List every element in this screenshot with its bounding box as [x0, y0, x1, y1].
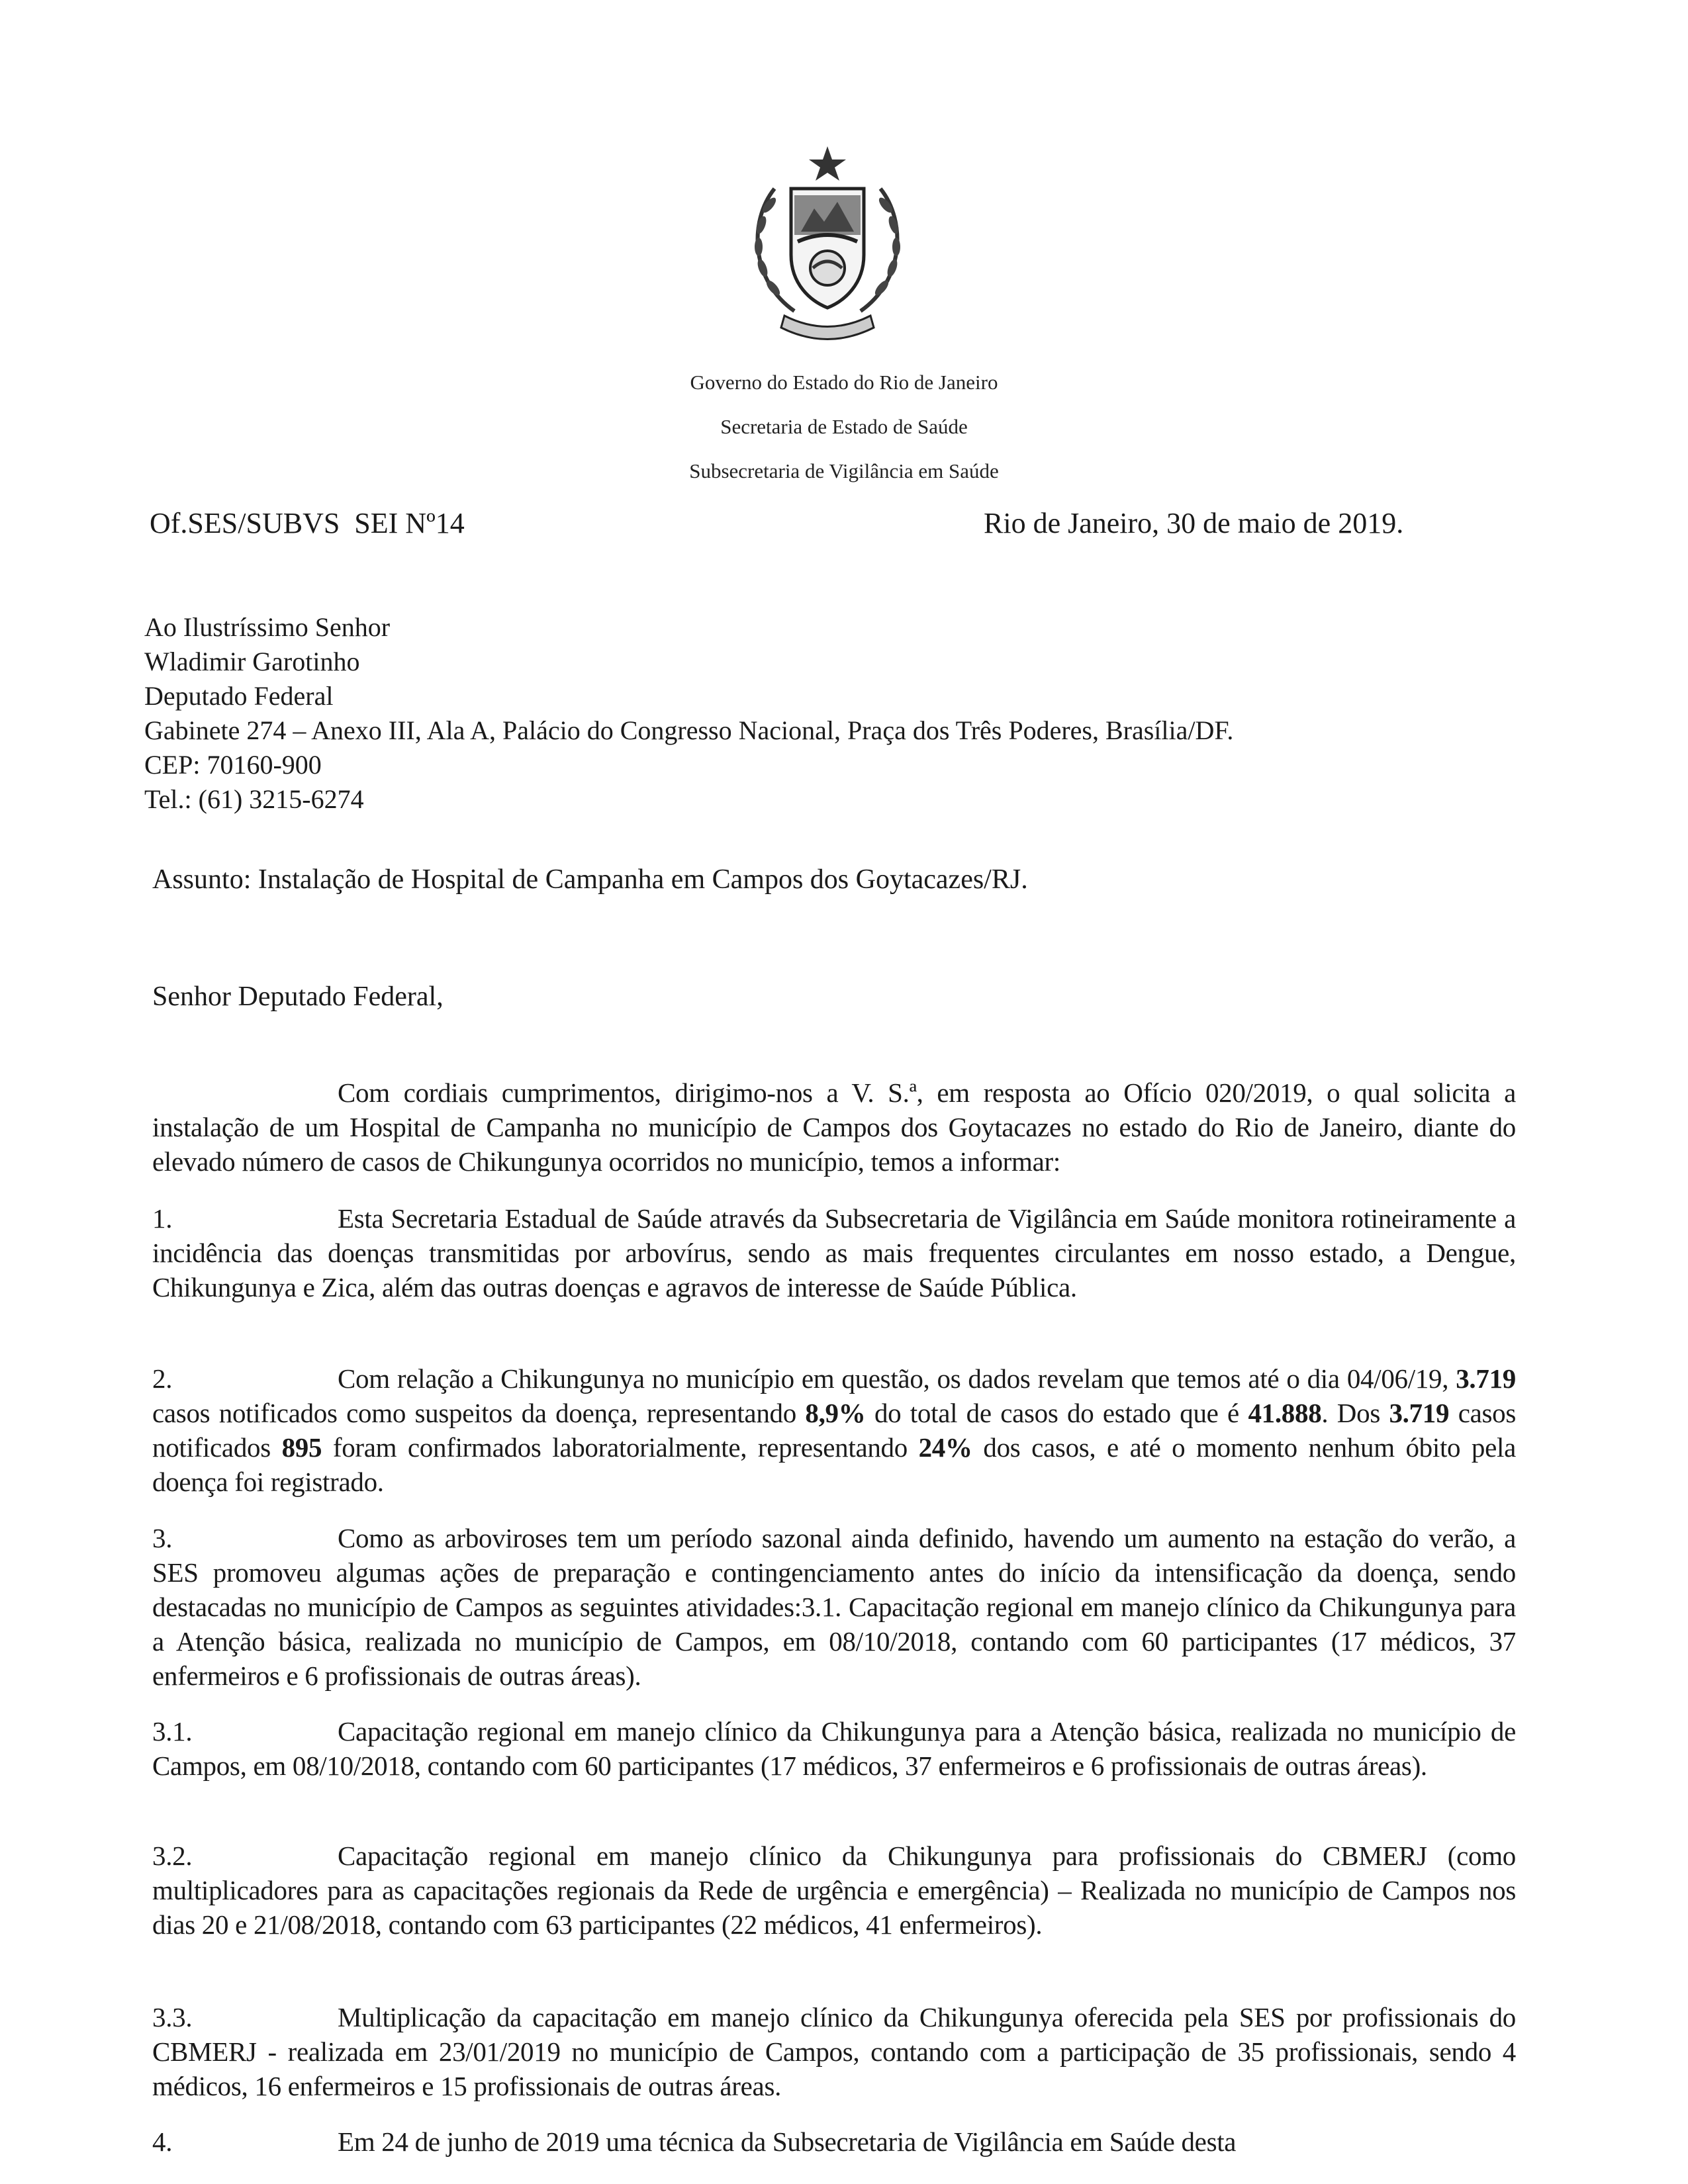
paragraph-2	[152, 1361, 1516, 1499]
text-run: casos notificados	[152, 1398, 1516, 1463]
paragraph-3-1	[152, 1714, 1516, 1783]
paragraph-number: 3.2.	[152, 1841, 193, 1871]
paragraph-text: Capacitação regional em manejo clínico da Chikungunya para a Atenção básica, realizada no município de Campos, em 08/10/2018, contando com 60 participantes (17 médicos, 37 enfermeiros e 6 profissionais de outras áreas).	[152, 1716, 1516, 1781]
paragraph-text: Capacitação regional em manejo clínico da Chikungunya para profissionais do CBMERJ (como multiplicadores para as capacitações regionais da Rede de urgência e emergência) – Realizada no município de Campos nos dias 20 e 21/08/2018, contando com 63 participantes (22 médicos, 41 enfermeiros).	[152, 1841, 1516, 1940]
paragraph-3-2	[152, 1839, 1516, 1942]
recipient-title: Ao Ilustríssimo Senhor	[144, 612, 391, 642]
paragraph-3	[152, 1521, 1516, 1693]
paragraph-text: Como as arboviroses tem um período sazonal ainda definido, havendo um aumento na estação do verão, a SES promoveu algumas ações de preparação e contingenciamento antes do início da intensificação da doença, sendo destacadas no município de Campos as seguintes atividades:3.1. Capacitação regional em manejo clínico da Chikungunya para a Atenção básica, realizada no município de Campos, em 08/10/2018, contando com 60 participantes (17 médicos, 37 enfermeiros e 6 profissionais de outras áreas).	[152, 1523, 1516, 1691]
confirmed-percent: 24%	[918, 1432, 972, 1463]
text-run: . Dos	[1321, 1398, 1389, 1428]
percent-of-state-total: 8,9%	[805, 1398, 866, 1428]
text-run: dos casos, e até o momento nenhum óbito pela doença foi registrado.	[152, 1432, 1517, 1497]
text-run: Com relação a Chikungunya no município em questão, os dados revelam que temos até o dia 04/06/19,	[338, 1363, 1456, 1394]
header-secretariat: Secretaria de Estado de Saúde	[720, 415, 968, 438]
recipient-cep: CEP: 70160-900	[144, 750, 322, 780]
recipient-address-block	[144, 610, 1233, 817]
state-total-cases: 41.888	[1248, 1398, 1322, 1428]
paragraph-number: 2.	[152, 1363, 173, 1394]
paragraph-text: Esta Secretaria Estadual de Saúde através da Subsecretaria de Vigilância em Saúde monitora rotineiramente a incidência das doenças transmitidas por arbovírus, sendo as mais frequentes circulantes em nosso estado, a Dengue, Chikungunya e Zica, além das outras doenças e agravos de interesse de Saúde Pública.	[152, 1203, 1516, 1302]
paragraph-number: 3.3.	[152, 2002, 193, 2032]
salutation: Senhor Deputado Federal,	[152, 981, 444, 1012]
intro-paragraph: Com cordiais cumprimentos, dirigimo-nos a V. S.ª, em resposta ao Ofício 020/2019, o qual solicita a instalação de um Hospital de Campanha no município de Campos dos Goytacazes no estado do Rio de Janeiro, diante do elevado número de casos de Chikungunya ocorridos no município, temos a informar:	[152, 1077, 1516, 1177]
paragraph-number: 4.	[152, 2126, 173, 2157]
subject-line: Assunto: Instalação de Hospital de Campanha em Campos dos Goytacazes/RJ.	[152, 864, 1028, 895]
rio-de-janeiro-coat-of-arms-icon	[728, 142, 927, 347]
text-run: foram confirmados laboratorialmente, representando	[322, 1432, 919, 1463]
paragraph-number: 1.	[152, 1203, 173, 1234]
paragraph-text: Em 24 de junho de 2019 uma técnica da Subsecretaria de Vigilância em Saúde desta	[338, 2126, 1237, 2157]
recipient-role: Deputado Federal	[144, 681, 334, 711]
paragraph-number: 3.	[152, 1523, 173, 1553]
recipient-phone: Tel.: (61) 3215-6274	[144, 784, 364, 814]
paragraph-text: Multiplicação da capacitação em manejo clínico da Chikungunya oferecida pela SES por profissionais do CBMERJ - realizada em 23/01/2019 no município de Campos, contando com a participação de 35 profissionais, sendo 4 médicos, 16 enfermeiros e 15 profissionais de outras áreas.	[152, 2002, 1516, 2101]
paragraph-3-3	[152, 2000, 1516, 2103]
header-government: Governo do Estado do Rio de Janeiro	[690, 371, 998, 394]
paragraph-4	[152, 2124, 1516, 2159]
document-date: Rio de Janeiro, 30 de maio de 2019.	[984, 507, 1404, 539]
paragraph-number: 3.1.	[152, 1716, 193, 1747]
header-subsecretariat: Subsecretaria de Vigilância em Saúde	[689, 459, 999, 482]
document-reference: Of.SES/SUBVS SEI Nº14	[150, 507, 465, 539]
recipient-name: Wladimir Garotinho	[144, 647, 360, 676]
text-run: do total de casos do estado que é	[865, 1398, 1248, 1428]
text-run: casos notificados como suspeitos da doença, representando	[152, 1398, 806, 1428]
notified-cases-count: 3.719	[1389, 1398, 1450, 1428]
suspected-cases-count: 3.719	[1456, 1363, 1516, 1394]
confirmed-cases-count: 895	[281, 1432, 322, 1463]
paragraph-1	[152, 1201, 1516, 1304]
recipient-office: Gabinete 274 – Anexo III, Ala A, Palácio do Congresso Nacional, Praça dos Três Poderes, Brasília/DF.	[144, 715, 1234, 745]
